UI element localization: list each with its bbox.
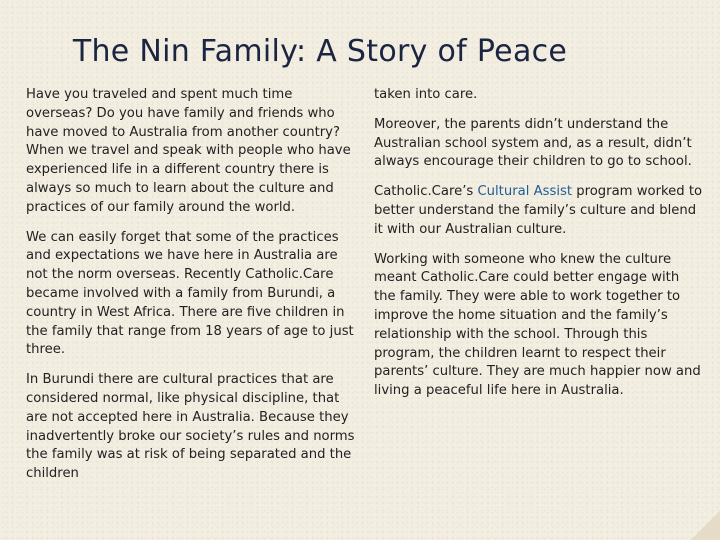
- paragraph-school-system: Moreover, the parents didn’t understand the Australian school system and, as a result, didn’t always encourage their children to go to school.: [374, 116, 692, 170]
- paragraph-intro: Have you traveled and spent much time overseas? Do you have family and friends who have moved to Australia from another country? When we travel and speak with people who have experienced life in a different country there is always so much to learn about the culture and practices of our family around the world.: [26, 87, 351, 215]
- cultural-assist-lead-text: Catholic.Care’s: [374, 184, 478, 200]
- page-title: The Nin Family: A Story of Peace: [72, 34, 568, 69]
- cultural-assist-trail-text: program worked to better understand the family’s culture and blend it with our Australian culture.: [374, 184, 703, 237]
- left-column: [26, 86, 356, 495]
- paragraph-taken-into-care: taken into care.: [374, 87, 478, 102]
- paragraph-cultural-practices: In Burundi there are cultural practices that are considered normal, like physical discipline, that are not accepted here in Australia. Because they inadvertently broke our society’s rules and norms the family was at risk of being separated and the children: [26, 372, 355, 482]
- paragraph-outcome: Working with someone who knew the culture meant Catholic.Care could better engage with the family. They were able to work together to improve the home situation and the family’s relationship with the school. Through this program, the children learnt to respect their parents’ culture. They are much happier now and living a peaceful life here in Australia.: [374, 251, 701, 399]
- page-curl-corner: [688, 508, 720, 540]
- paragraph-burundi-family: We can easily forget that some of the practices and expectations we have here in Australia are not the norm overseas. Recently Catholic.Care became involved with a family from Burundi, a country in West Africa. There are five children in the family that range from 18 years of age to just three.: [26, 229, 354, 358]
- cultural-assist-program-name: Cultural Assist: [477, 184, 573, 200]
- right-column: [374, 86, 704, 412]
- paragraph-cultural-assist: [374, 183, 704, 239]
